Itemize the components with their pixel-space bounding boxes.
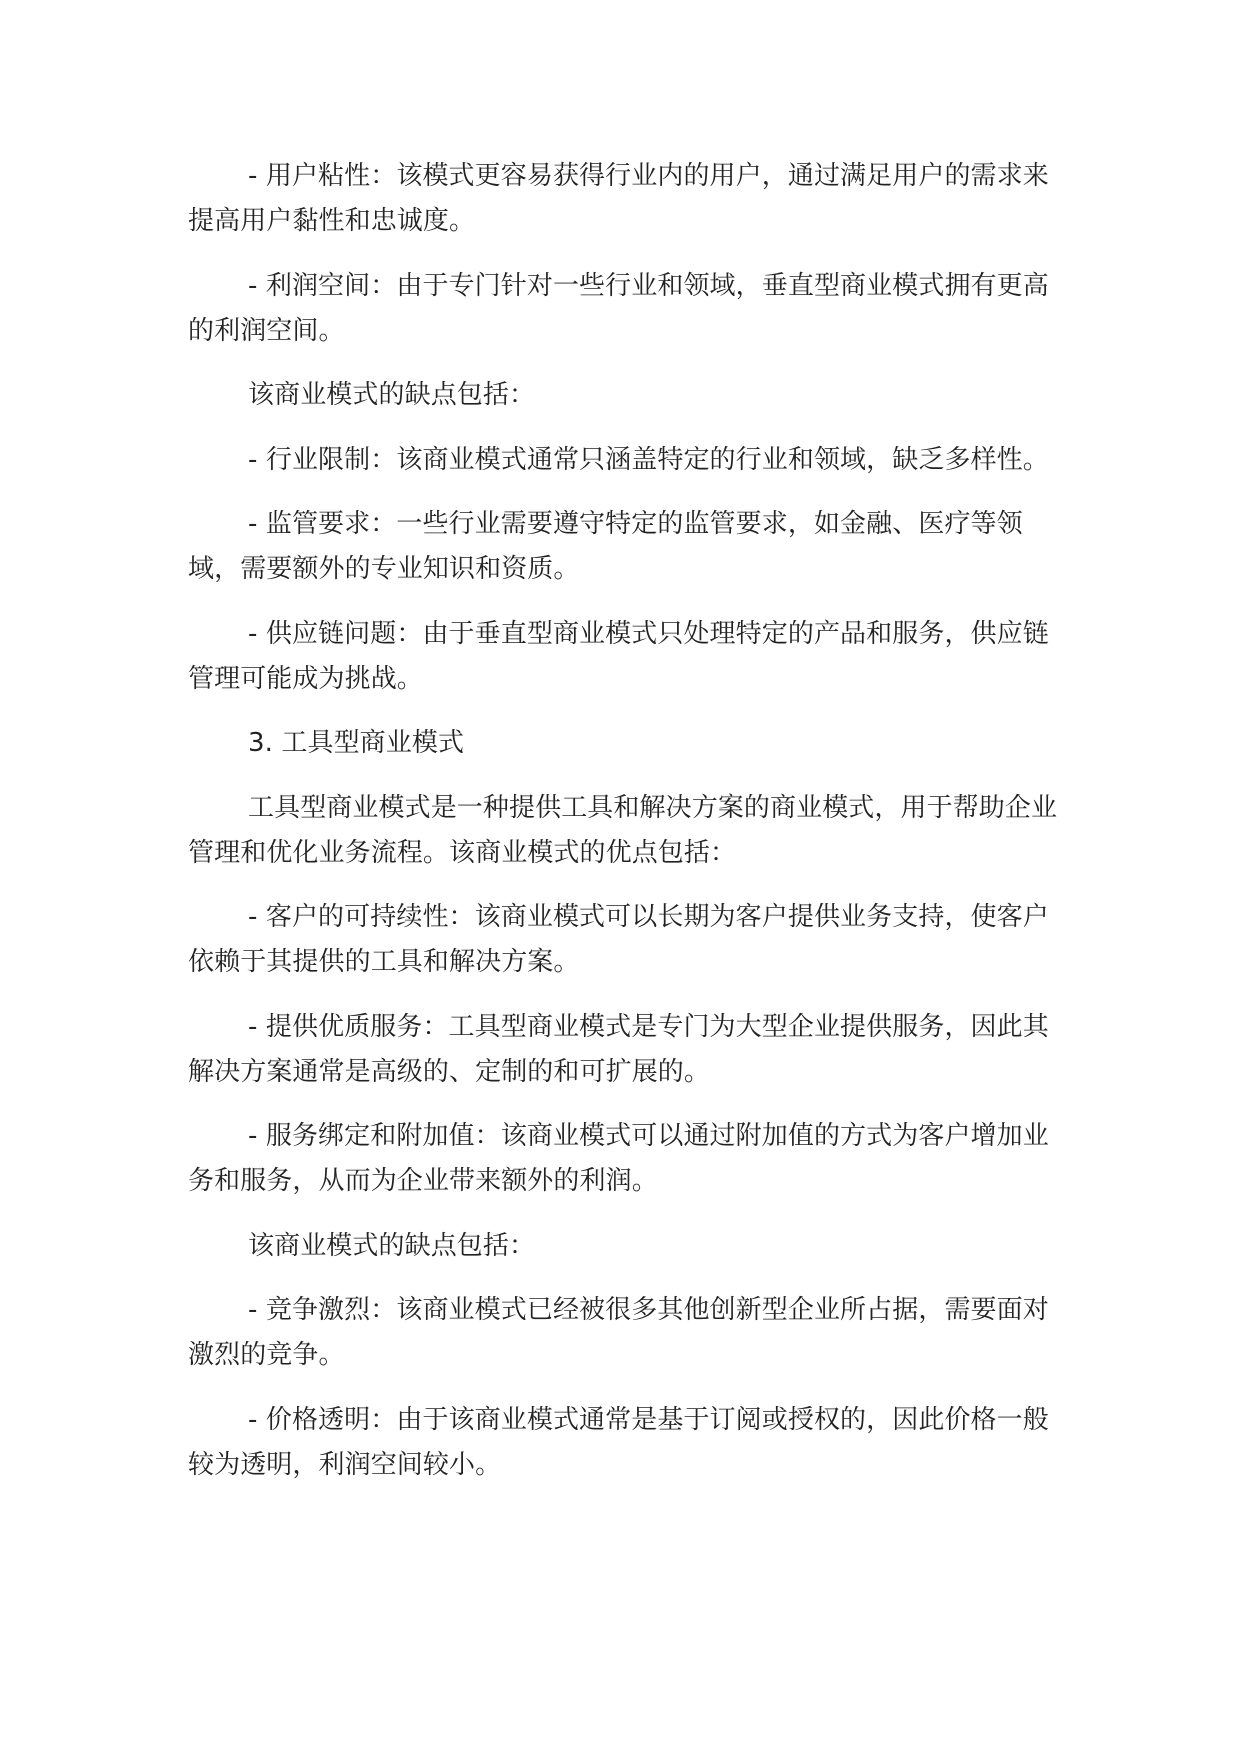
paragraph-tool-model-intro: 工具型商业模式是一种提供工具和解决方案的商业模式，用于帮助企业管理和优化业务流程。该商业模式的优点包括： bbox=[188, 792, 1058, 868]
paragraph-value-added: - 服务绑定和附加值：该商业模式可以通过附加值的方式为客户增加业务和服务，从而为企业带来额外的利润。 bbox=[188, 1121, 1049, 1196]
paragraph-competition: - 竞争激烈：该商业模式已经被很多其他创新型企业所占据，需要面对激烈的竞争。 bbox=[188, 1295, 1049, 1370]
paragraph-industry-limits: - 行业限制：该商业模式通常只涵盖特定的行业和领域，缺乏多样性。 bbox=[248, 444, 1049, 475]
paragraph-user-stickiness: - 用户粘性：该模式更容易获得行业内的用户，通过满足用户的需求来提高用户黏性和忠诚度。 bbox=[188, 161, 1049, 236]
paragraph-regulatory-requirements: - 监管要求：一些行业需要遵守特定的监管要求，如金融、医疗等领域，需要额外的专业知识和资质。 bbox=[188, 509, 1023, 584]
paragraph-disadvantages-heading: 该商业模式的缺点包括： bbox=[248, 380, 536, 410]
paragraph-profit-space: - 利润空间：由于专门针对一些行业和领域，垂直型商业模式拥有更高的利润空间。 bbox=[188, 270, 1049, 346]
paragraph-quality-service: - 提供优质服务：工具型商业模式是专门为大型企业提供服务，因此其解决方案通常是高级的、定制的和可扩展的。 bbox=[188, 1011, 1049, 1087]
paragraph-disadvantages-heading-2: 该商业模式的缺点包括： bbox=[248, 1230, 536, 1261]
section-heading-tool-model: 3. 工具型商业模式 bbox=[248, 728, 465, 758]
paragraph-price-transparency: - 价格透明：由于该商业模式通常是基于订阅或授权的，因此价格一般较为透明，利润空间较小。 bbox=[188, 1404, 1049, 1480]
document-body bbox=[188, 154, 1068, 1507]
paragraph-customer-sustainability: - 客户的可持续性：该商业模式可以长期为客户提供业务支持，使客户依赖于其提供的工具和解决方案。 bbox=[188, 902, 1049, 977]
paragraph-supply-chain: - 供应链问题：由于垂直型商业模式只处理特定的产品和服务，供应链管理可能成为挑战。 bbox=[188, 618, 1049, 694]
